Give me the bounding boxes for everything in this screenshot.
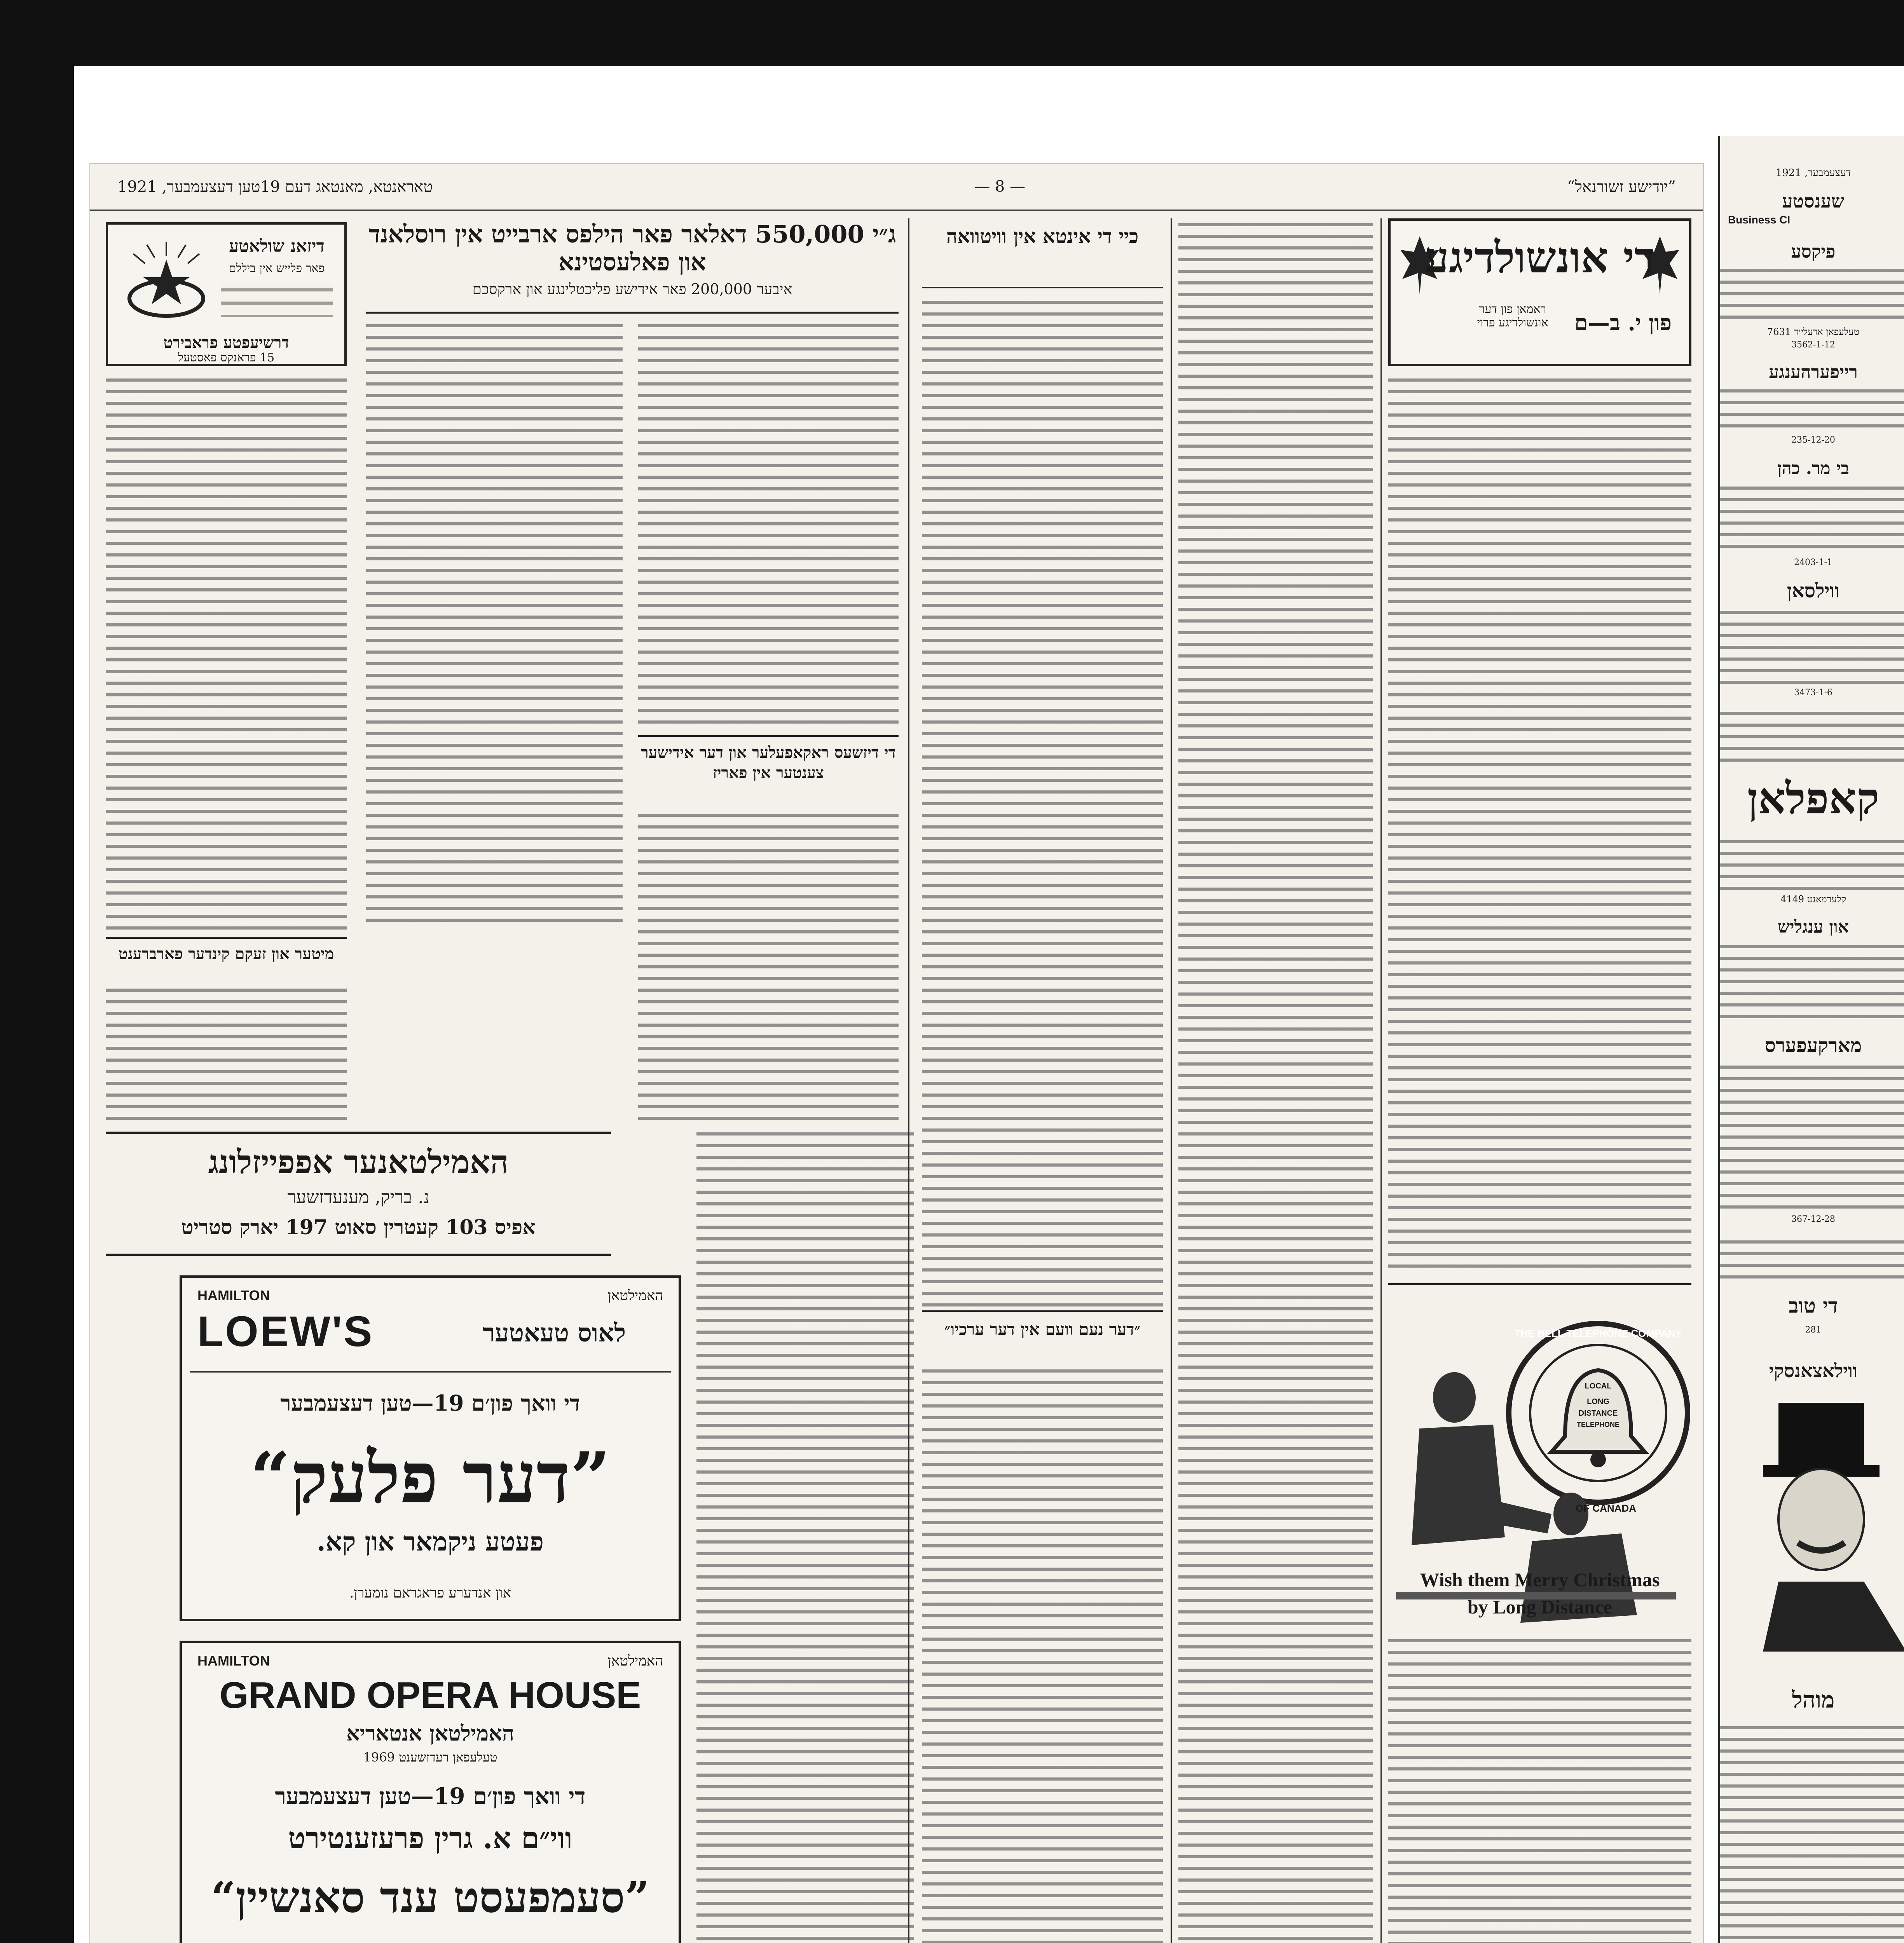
hamilton-manager: נ. בריק, מענעדזשער: [287, 1186, 429, 1207]
loews-dates: די וואך פון׳ם 19—טען דעצעמבער: [280, 1390, 580, 1416]
column-subheading: [922, 1310, 1163, 1361]
adjacent-code-1: 3562-1-12: [1791, 340, 1835, 350]
newspaper-page: [89, 163, 1704, 1943]
adjacent-heading-1-en: Business Cl: [1728, 214, 1791, 226]
article-text: [638, 809, 899, 1120]
left-column-heading: [106, 937, 347, 984]
bell-ad-copy: [1388, 1634, 1691, 1943]
column-heading-top: [922, 218, 1163, 288]
opera-play: ”סעמפעסט ענד סאנשיין“: [211, 1872, 649, 1922]
article-heading: כיי די אינטא אין וויטוואה: [946, 225, 1139, 248]
adjacent-heading-9: די טוב: [1789, 1294, 1838, 1318]
loews-play: ”דער פלעק“: [250, 1437, 611, 1519]
serial-byline: פון י. ב—ם: [1574, 310, 1672, 336]
article-text: [106, 984, 347, 1124]
adjacent-code-4: 3473-1-6: [1794, 688, 1832, 698]
subheading-block: [638, 735, 899, 805]
adjacent-heading-11: מוהל: [1792, 1687, 1835, 1713]
loews-name-yiddish: לאוס טעאטער: [482, 1319, 626, 1348]
column-3-lower: [922, 1365, 1163, 1943]
serial-text: [1388, 374, 1691, 1275]
article-text: [638, 319, 899, 731]
adjacent-text: [1720, 482, 1904, 552]
adjacent-text: [1720, 1236, 1904, 1286]
adjacent-text: [1720, 264, 1904, 323]
grand-opera-advertisement: [180, 1641, 681, 1943]
adjacent-date: דעצעמבער, 1921: [1775, 167, 1851, 179]
article-text: [1178, 218, 1373, 1943]
feature-column-2-lower: [638, 809, 899, 1120]
adjacent-newspaper-page: [1718, 136, 1904, 1943]
left-column-lower: [106, 984, 347, 1124]
adjacent-heading-5: ווילסאן: [1787, 579, 1840, 602]
column-4: [1178, 218, 1373, 1943]
article-text: [1388, 374, 1691, 1275]
star-emblem-icon: [124, 240, 209, 326]
bell-slogan-2: by Long Distance: [1467, 1596, 1613, 1618]
feature-column-1: [366, 319, 623, 926]
bell-label-local: LOCAL: [1585, 1382, 1612, 1390]
opera-city-yiddish: האמילטאן: [607, 1653, 663, 1669]
serial-title: די אונשולדיגע: [1424, 232, 1655, 283]
serial-subtitle: ראמאן פון דער אונשולדיגע פרוי: [1477, 302, 1548, 330]
adjacent-text: [1720, 1721, 1904, 1943]
dateline: טאראנטא, מאנטאג דעם 19טען דעצעמבער, 1921: [117, 178, 433, 196]
opera-dates: די וואך פון׳ם 19—טען דעצעמבער: [275, 1783, 586, 1809]
article-text: [696, 1128, 914, 1943]
article-heading: מיטער און זעקם קינדער פארברענט: [118, 945, 334, 963]
seal-ad-sub: פאר פלייש אין ביללם: [229, 262, 325, 275]
portrait-illustration: [1763, 1403, 1904, 1652]
seal-ad-headline: דיזאנ שולאטע: [229, 236, 325, 256]
loews-city: HAMILTON: [197, 1287, 270, 1303]
adjacent-text: [1720, 1061, 1904, 1209]
loews-advertisement: [180, 1275, 681, 1621]
seal-ad-copy: [221, 283, 333, 317]
bell-label-distance: DISTANCE: [1578, 1409, 1618, 1418]
adjacent-heading-10: ווילאצאנסקי: [1769, 1360, 1858, 1382]
film-border-top: [0, 0, 1904, 66]
bell-company-name: THE BELL TELEPHONE COMPANY: [1514, 1327, 1682, 1339]
film-border-left: [0, 0, 74, 1943]
adjacent-heading-6: קאפלאן: [1747, 773, 1880, 823]
adjacent-text: [1720, 940, 1904, 1026]
article-text: [922, 296, 1163, 1306]
hamilton-address: אפיס 103 קעטרין סאוט 197 יארק סטריט: [181, 1216, 536, 1239]
adjacent-heading-1: שענסטע: [1782, 190, 1845, 212]
opera-presents: ווי״ם א. גרין פרעזענטירט: [288, 1822, 572, 1855]
column-rule: [1171, 218, 1172, 1943]
adjacent-text: [1720, 835, 1904, 890]
bell-telephone-advertisement: [1388, 1283, 1691, 1943]
seal-ad-footer: דרשיעפטע פראבירט: [163, 333, 289, 352]
adjacent-heading-7: און ענגליש: [1777, 917, 1849, 937]
hamilton-header: [106, 1132, 611, 1256]
page-number: — 8 —: [974, 178, 1026, 195]
adjacent-code-3: 2403-1-1: [1794, 558, 1832, 567]
article-heading: ״דער נעם וועם אין דער ערכיו״: [944, 1320, 1141, 1339]
bell-label-long: LONG: [1587, 1397, 1609, 1406]
article-text: [922, 1365, 1163, 1943]
hamilton-title: האמילטאנער אפפייזלונג: [208, 1144, 509, 1181]
adjacent-code-7: 281: [1805, 1325, 1822, 1335]
opera-city: HAMILTON: [197, 1653, 270, 1669]
article-text: [366, 319, 623, 926]
serial-header: [1388, 218, 1691, 366]
adjacent-heading-8: מארקעפערס: [1764, 1034, 1862, 1057]
adjacent-text: [1720, 606, 1904, 684]
feature-headline-main: ג״י 550,000 דאלאר פאר הילפס ארבייט אין רוסלאנד און פאלעסטינא: [368, 220, 896, 276]
adjacent-phone-1: טעלעפאן אדעלייד 7631: [1767, 326, 1860, 337]
loews-footer: און אנדערע פראגראם נומערן.: [349, 1585, 511, 1601]
left-column: [106, 374, 347, 933]
adjacent-heading-2: פיקסע: [1791, 241, 1836, 262]
seal-ad-price: 15 פראנקס פאסטעל: [178, 351, 275, 365]
column-continuation: [696, 1128, 914, 1943]
opera-name-yiddish: האמילטאן אנטאריא: [346, 1721, 514, 1746]
loews-stars: פעטע ניקמאר און קא.: [316, 1526, 544, 1557]
column-rule: [1380, 218, 1382, 1943]
article-heading: די דיזשעס ראקאפעלער און דער אידישער צענטער אין פאריז: [641, 743, 896, 782]
adjacent-text: [1720, 707, 1904, 766]
loews-name: LOEW'S: [197, 1308, 374, 1355]
article-text: [106, 374, 347, 933]
adjacent-text: [1720, 385, 1904, 431]
bell-illustration: [1388, 1296, 1691, 1646]
column-rule: [908, 218, 909, 1943]
feature-headline: [366, 216, 899, 314]
adjacent-heading-4: בי מר. כהן: [1777, 459, 1849, 478]
bell-company-country: OF CANADA: [1576, 1502, 1636, 1514]
opera-phone: טעלעפאן רעדזשענט 1969: [363, 1750, 497, 1765]
page-folio: [90, 164, 1703, 211]
adjacent-phone-2: קלערמאנט 4149: [1780, 894, 1846, 905]
feature-headline-sub: איבער 200,000 פאר אידישע פליכטלינגע און ארקסכם: [472, 281, 792, 298]
opera-name: GRAND OPERA HOUSE: [219, 1674, 641, 1716]
adjacent-code-2: 235-12-20: [1791, 435, 1835, 445]
column-3: [922, 296, 1163, 1306]
bell-label-telephone: TELEPHONE: [1576, 1421, 1620, 1428]
loews-city-yiddish: האמילטאן: [607, 1288, 663, 1304]
bell-slogan-1: Wish them Merry Christmas: [1420, 1569, 1660, 1591]
seal-advertisement: [106, 222, 347, 366]
feature-column-2: [638, 319, 899, 731]
adjacent-code-5: 367-12-28: [1791, 1214, 1835, 1224]
divider: [190, 1371, 671, 1373]
adjacent-heading-3: רייפערהענגע: [1768, 361, 1858, 382]
masthead: ”יודישע זשורנאל“: [1567, 178, 1676, 196]
